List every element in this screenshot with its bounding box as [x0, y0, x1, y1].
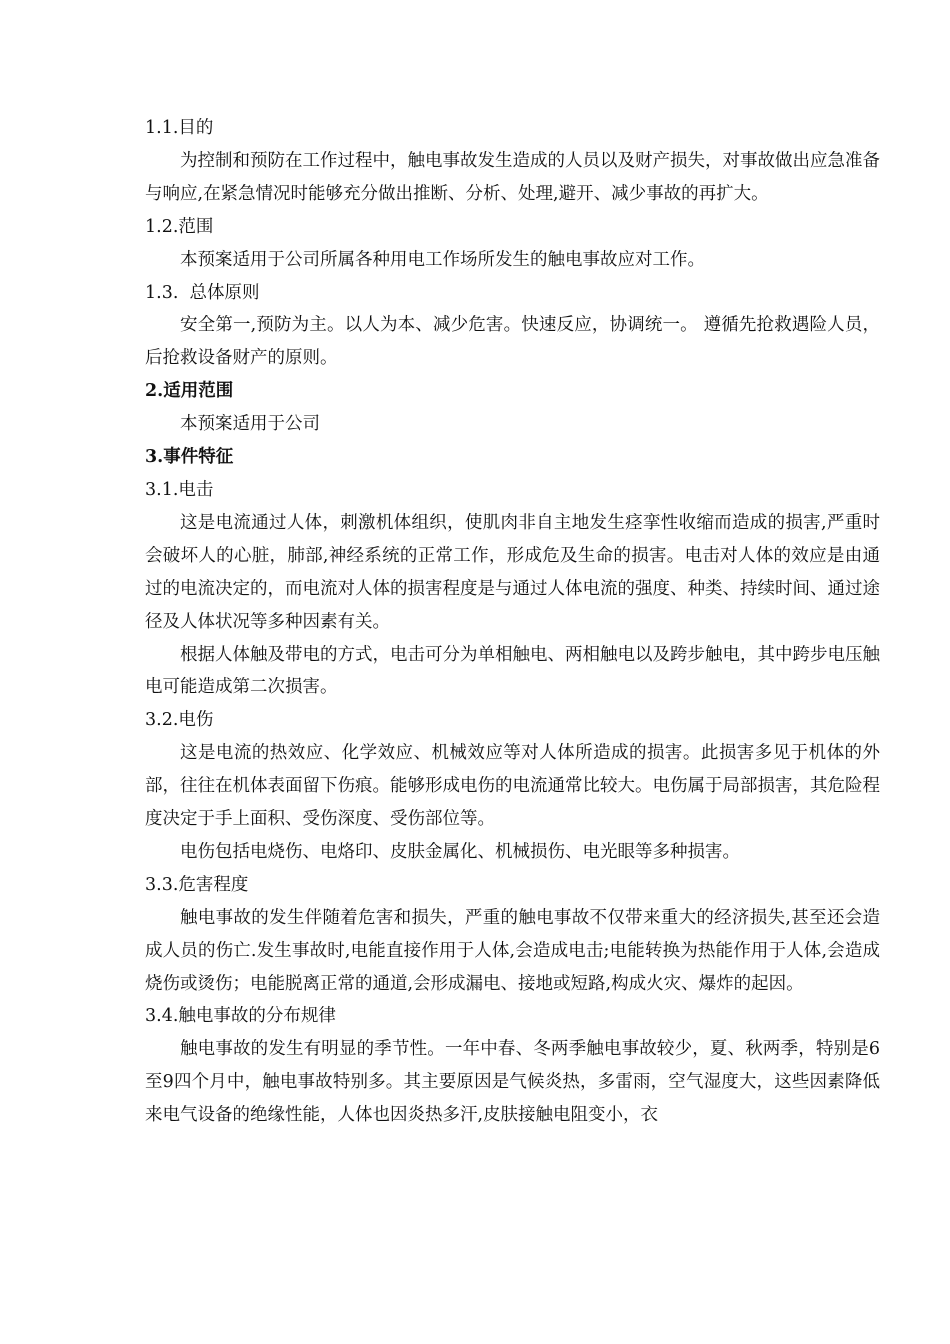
section-3-3-paragraph: 触电事故的发生伴随着危害和损失，严重的触电事故不仅带来重大的经济损失,甚至还会造成人员的伤亡.发生事故时,电能直接作用于人体,会造成电击;电能转换为热能作用于人体,会造成烧伤或烫伤；电能脱离正常的通道,会形成漏电、接地或短路,构成火灾、爆炸的起因。	[145, 907, 880, 994]
section-3-1-paragraph-2: 根据人体触及带电的方式，电击可分为单相触电、两相触电以及跨步触电，其中跨步电压触电可能造成第二次损害。	[145, 644, 880, 698]
section-3-2-heading: 3.2.电伤	[145, 710, 214, 731]
section-1-2-heading: 1.2.范围	[145, 216, 214, 237]
section-3-2-paragraph-1: 这是电流的热效应、化学效应、机械效应等对人体所造成的损害。此损害多见于机体的外部，往往在机体表面留下伤痕。能够形成电伤的电流通常比较大。电伤属于局部损害，其危险程度决定于手上面积、受伤深度、受伤部位等。	[145, 743, 880, 830]
section-3-3-heading: 3.3.危害程度	[145, 874, 249, 895]
document-page	[145, 112, 880, 1132]
section-2-paragraph: 本预案适用于公司	[180, 414, 320, 435]
section-1-3-heading: 1.3. 总体原则	[145, 282, 260, 303]
section-3-1-paragraph-1: 这是电流通过人体，刺激机体组织，使肌肉非自主地发生痉挛性收缩而造成的损害,严重时会破坏人的心脏，肺部,神经系统的正常工作，形成危及生命的损害。电击对人体的效应是由通过的电流决定的，而电流对人体的损害程度是与通过人体电流的强度、种类、持续时间、通过途径及人体状况等多种因素有关。	[145, 512, 880, 632]
section-1-2-paragraph: 本预案适用于公司所属各种用电工作场所发生的触电事故应对工作。	[180, 249, 705, 270]
section-3-4-paragraph: 触电事故的发生有明显的季节性。一年中春、冬两季触电事故较少，夏、秋两季，特别是6至9四个月中，触电事故特别多。其主要原因是气候炎热，多雷雨，空气湿度大，这些因素降低来电气设备的绝缘性能，人体也因炎热多汗,皮肤接触电阻变小，衣	[145, 1039, 880, 1126]
section-3-4-heading: 3.4.触电事故的分布规律	[145, 1006, 336, 1027]
section-1-1-heading: 1.1.目的	[145, 118, 214, 138]
section-3-1-heading: 3.1.电击	[145, 479, 214, 500]
section-3-2-paragraph-2: 电伤包括电烧伤、电烙印、皮肤金属化、机械损伤、电光眼等多种损害。	[180, 841, 740, 862]
section-3-heading: 3.事件特征	[145, 447, 234, 468]
section-1-3-paragraph: 安全第一,预防为主。以人为本、减少危害。快速反应，协调统一。 遵循先抢救遇险人员，后抢救设备财产的原则。	[145, 315, 880, 369]
section-1-1-paragraph: 为控制和预防在工作过程中，触电事故发生造成的人员以及财产损失，对事故做出应急准备与响应,在紧急情况时能够充分做出推断、分析、处理,避开、减少事故的再扩大。	[145, 150, 880, 204]
section-2-heading: 2.适用范围	[145, 381, 234, 402]
